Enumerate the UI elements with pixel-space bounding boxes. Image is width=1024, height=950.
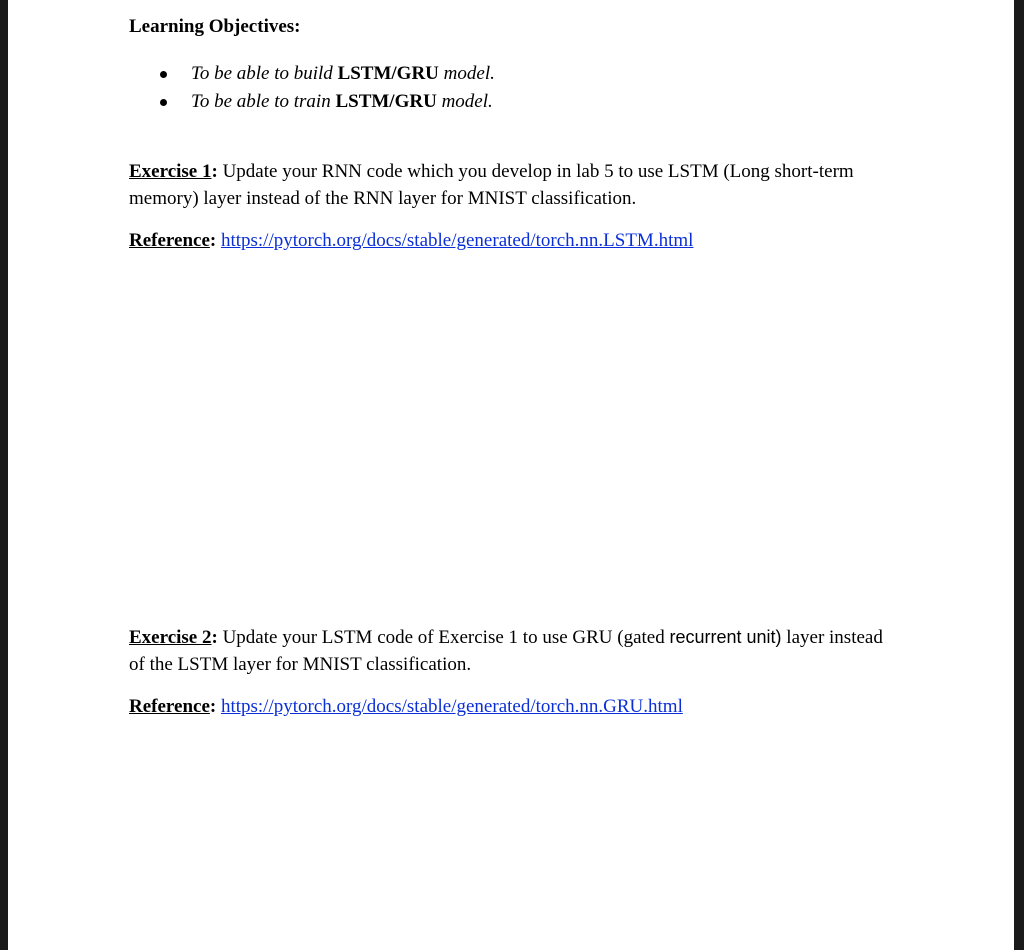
objective-bold: LSTM/GRU <box>337 63 439 84</box>
reference-label: Reference: <box>129 696 217 717</box>
exercise-2-label: Exercise 2: <box>129 627 218 648</box>
bullet-icon <box>160 99 167 106</box>
lstm-docs-link[interactable]: https://pytorch.org/docs/stable/generated/torch.nn.LSTM.html <box>220 230 694 251</box>
objective-text <box>191 88 493 116</box>
exercise-1-reference <box>129 230 693 252</box>
objective-pre: To be able to train <box>191 91 336 112</box>
exercise-2-text-sans: recurrent unit) <box>669 627 782 647</box>
exercise-1-label: Exercise 1: <box>129 161 218 182</box>
bullet-icon <box>160 71 167 78</box>
objective-text <box>191 60 495 88</box>
exercise-1-paragraph <box>129 158 889 212</box>
objective-pre: To be able to build <box>191 63 338 84</box>
document-page <box>8 0 1014 950</box>
learning-objectives-heading: Learning Objectives: <box>129 16 301 37</box>
objective-bold: LSTM/GRU <box>335 91 437 112</box>
objective-post: model. <box>438 63 495 84</box>
exercise-2-text-a: Update your LSTM code of Exercise 1 to use GRU (gated <box>217 627 670 648</box>
reference-label: Reference: <box>129 230 217 251</box>
exercise-2-reference <box>129 696 683 718</box>
objective-post: model. <box>436 91 493 112</box>
exercise-2-paragraph <box>129 624 899 678</box>
exercise-1-text: Update your RNN code which you develop in lab 5 to use LSTM (Long short-term memory) layer instead of the RNN layer for MNIST classification. <box>129 161 854 209</box>
exercise-2-text-b: layer instead of the LSTM layer for MNIST classification. <box>129 627 883 675</box>
gru-docs-link[interactable]: https://pytorch.org/docs/stable/generated/torch.nn.GRU.html <box>220 696 683 717</box>
